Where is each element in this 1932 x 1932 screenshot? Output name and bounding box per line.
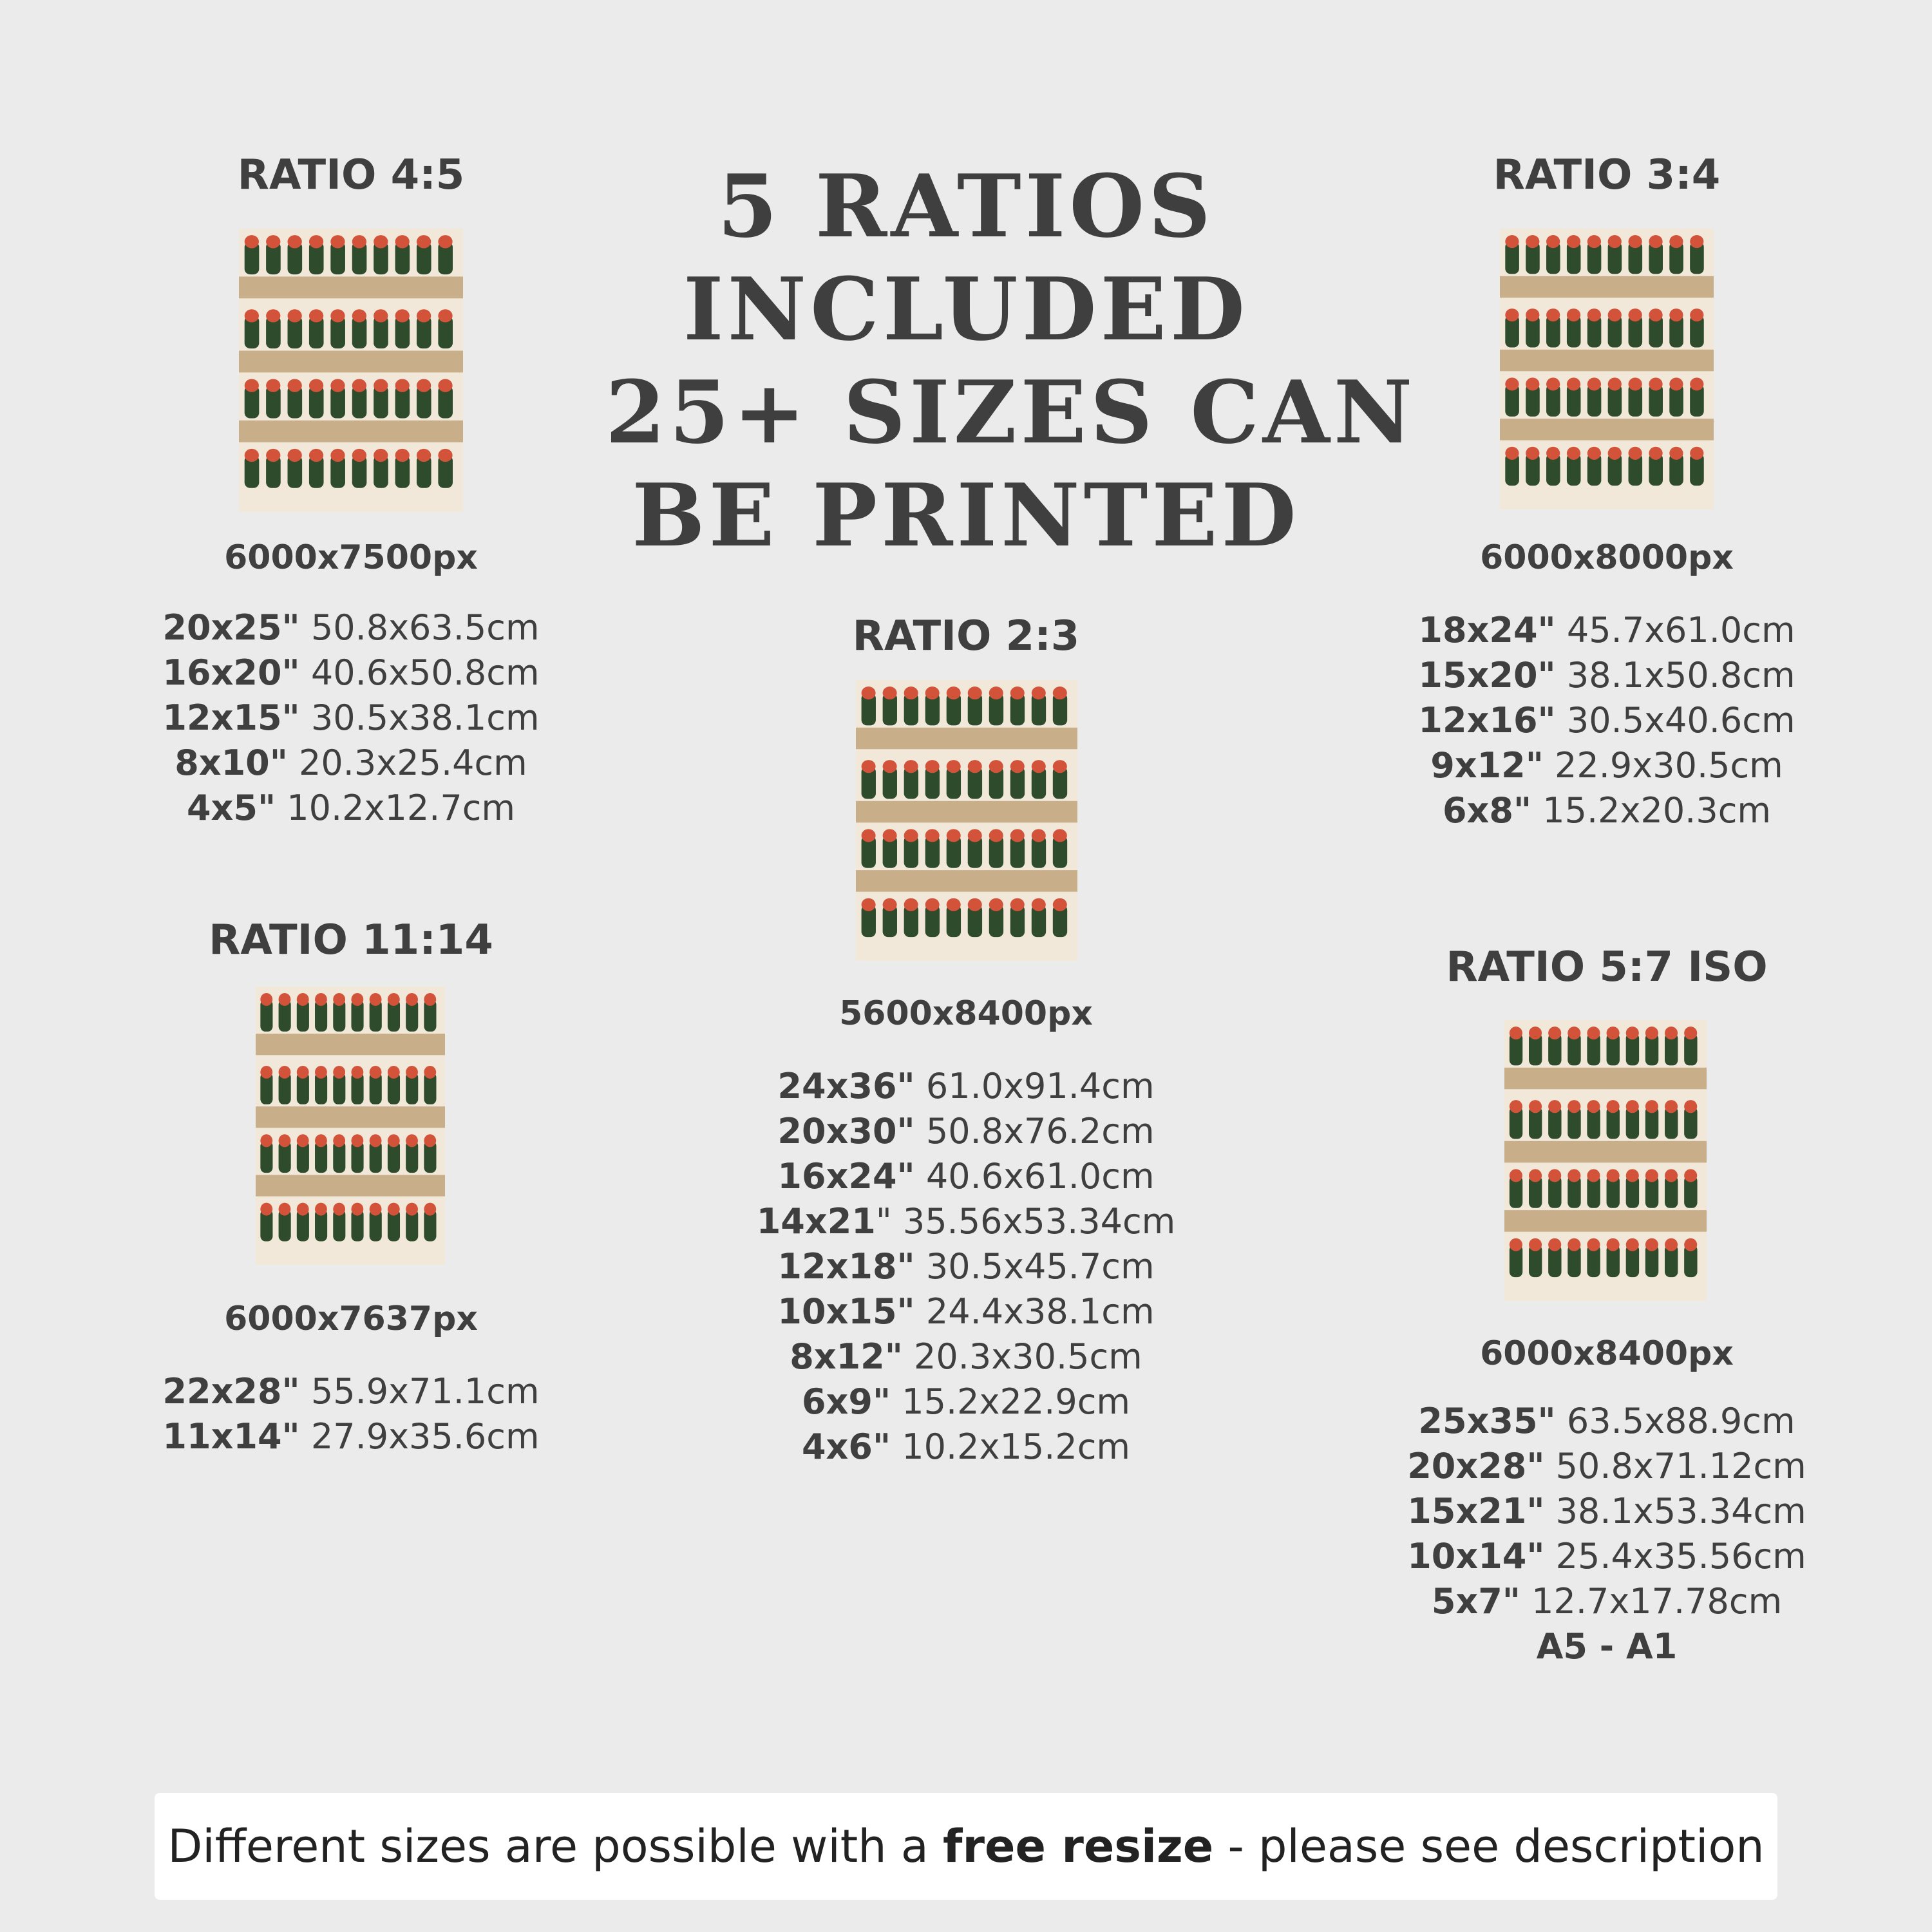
size-row: 20x25" 50.8x63.5cm bbox=[162, 607, 540, 648]
tulip-pattern bbox=[1504, 1020, 1707, 1301]
ratio-title: RATIO 5:7 ISO bbox=[1446, 943, 1768, 991]
resize-note bbox=[155, 1793, 1777, 1900]
size-row: 9x12" 22.9x30.5cm bbox=[1430, 745, 1783, 786]
size-row: 11x14" 27.9x35.6cm bbox=[162, 1416, 540, 1457]
size-row: 8x12" 20.3x30.5cm bbox=[790, 1336, 1142, 1377]
size-row: 12x16" 30.5x40.6cm bbox=[1418, 700, 1795, 741]
size-list bbox=[93, 605, 609, 831]
ratio-4-5-section bbox=[93, 151, 609, 199]
ratio-3-4-details bbox=[1349, 538, 1864, 833]
headline-line-4: BE PRINTED bbox=[632, 464, 1300, 566]
ratio-2-3-section bbox=[708, 612, 1224, 660]
ratio-11-14-details bbox=[93, 1302, 609, 1459]
size-row: 4x5" 10.2x12.7cm bbox=[186, 788, 515, 828]
size-row: 6x8" 15.2x20.3cm bbox=[1442, 790, 1771, 831]
iso-range: A5 - A1 bbox=[1536, 1626, 1678, 1667]
headline-line-1: 5 RATIOS bbox=[717, 155, 1215, 257]
pixel-dimensions: 6000x8400px bbox=[1480, 1334, 1734, 1373]
pixel-dimensions: 6000x7500px bbox=[224, 538, 478, 577]
ratio-11-14-section bbox=[93, 916, 609, 964]
pixel-dimensions: 5600x8400px bbox=[839, 994, 1093, 1033]
size-row: 22x28" 55.9x71.1cm bbox=[162, 1371, 540, 1412]
size-list bbox=[708, 1064, 1224, 1470]
size-row: 14x21" 35.56x53.34cm bbox=[756, 1201, 1176, 1242]
size-row: 20x28" 50.8x71.12cm bbox=[1407, 1446, 1806, 1486]
size-list bbox=[93, 1369, 609, 1459]
size-row: 16x20" 40.6x50.8cm bbox=[162, 652, 540, 693]
ratio-title: RATIO 3:4 bbox=[1493, 151, 1721, 199]
ratio-2-3-details bbox=[708, 994, 1224, 1470]
size-row: 4x6" 10.2x15.2cm bbox=[801, 1426, 1130, 1467]
ratio-title: RATIO 11:14 bbox=[209, 916, 493, 964]
tulip-pattern bbox=[239, 229, 463, 512]
tulip-print-thumbnail bbox=[1500, 229, 1714, 509]
size-row: 25x35" 63.5x88.9cm bbox=[1418, 1401, 1795, 1441]
size-list bbox=[1349, 608, 1864, 833]
headline bbox=[605, 155, 1417, 567]
size-row: 8x10" 20.3x25.4cm bbox=[175, 743, 527, 783]
resize-note-text-end: - please see description bbox=[1213, 1820, 1765, 1873]
ratio-title: RATIO 2:3 bbox=[852, 612, 1080, 660]
headline-line-2: INCLUDED bbox=[683, 258, 1249, 360]
ratio-5-7-section bbox=[1349, 943, 1864, 991]
ratio-title: RATIO 4:5 bbox=[237, 151, 465, 199]
size-row: 12x15" 30.5x38.1cm bbox=[162, 697, 540, 738]
tulip-print-thumbnail bbox=[256, 987, 445, 1265]
tulip-print-thumbnail bbox=[1504, 1020, 1707, 1301]
size-row: 20x30" 50.8x76.2cm bbox=[777, 1111, 1155, 1151]
pixel-dimensions: 6000x7637px bbox=[224, 1300, 478, 1338]
tulip-pattern bbox=[1500, 229, 1714, 509]
size-row: 18x24" 45.7x61.0cm bbox=[1418, 610, 1795, 650]
pixel-dimensions: 6000x8000px bbox=[1480, 538, 1734, 577]
headline-line-3: 25+ SIZES CAN bbox=[605, 361, 1417, 463]
resize-note-bold: free resize bbox=[943, 1820, 1214, 1873]
size-row: 10x14" 25.4x35.56cm bbox=[1407, 1536, 1806, 1577]
ratio-5-7-details bbox=[1349, 1334, 1864, 1669]
resize-note-text: Different sizes are possible with a bbox=[167, 1820, 943, 1873]
size-row: 10x15" 24.4x38.1cm bbox=[777, 1291, 1155, 1332]
size-list bbox=[1349, 1399, 1864, 1669]
ratio-4-5-details bbox=[93, 538, 609, 831]
size-row: 5x7" 12.7x17.78cm bbox=[1431, 1581, 1783, 1622]
tulip-print-thumbnail bbox=[856, 680, 1077, 961]
size-row: 24x36" 61.0x91.4cm bbox=[777, 1066, 1155, 1106]
ratio-3-4-section bbox=[1349, 151, 1864, 199]
tulip-print-thumbnail bbox=[239, 229, 463, 512]
size-row: 16x24" 40.6x61.0cm bbox=[777, 1156, 1155, 1197]
tulip-pattern bbox=[856, 680, 1077, 961]
size-row: 15x21" 38.1x53.34cm bbox=[1407, 1491, 1806, 1531]
size-row: 15x20" 38.1x50.8cm bbox=[1418, 655, 1795, 696]
tulip-pattern bbox=[256, 987, 445, 1265]
size-row: 12x18" 30.5x45.7cm bbox=[777, 1246, 1155, 1287]
size-row: 6x9" 15.2x22.9cm bbox=[801, 1381, 1130, 1422]
